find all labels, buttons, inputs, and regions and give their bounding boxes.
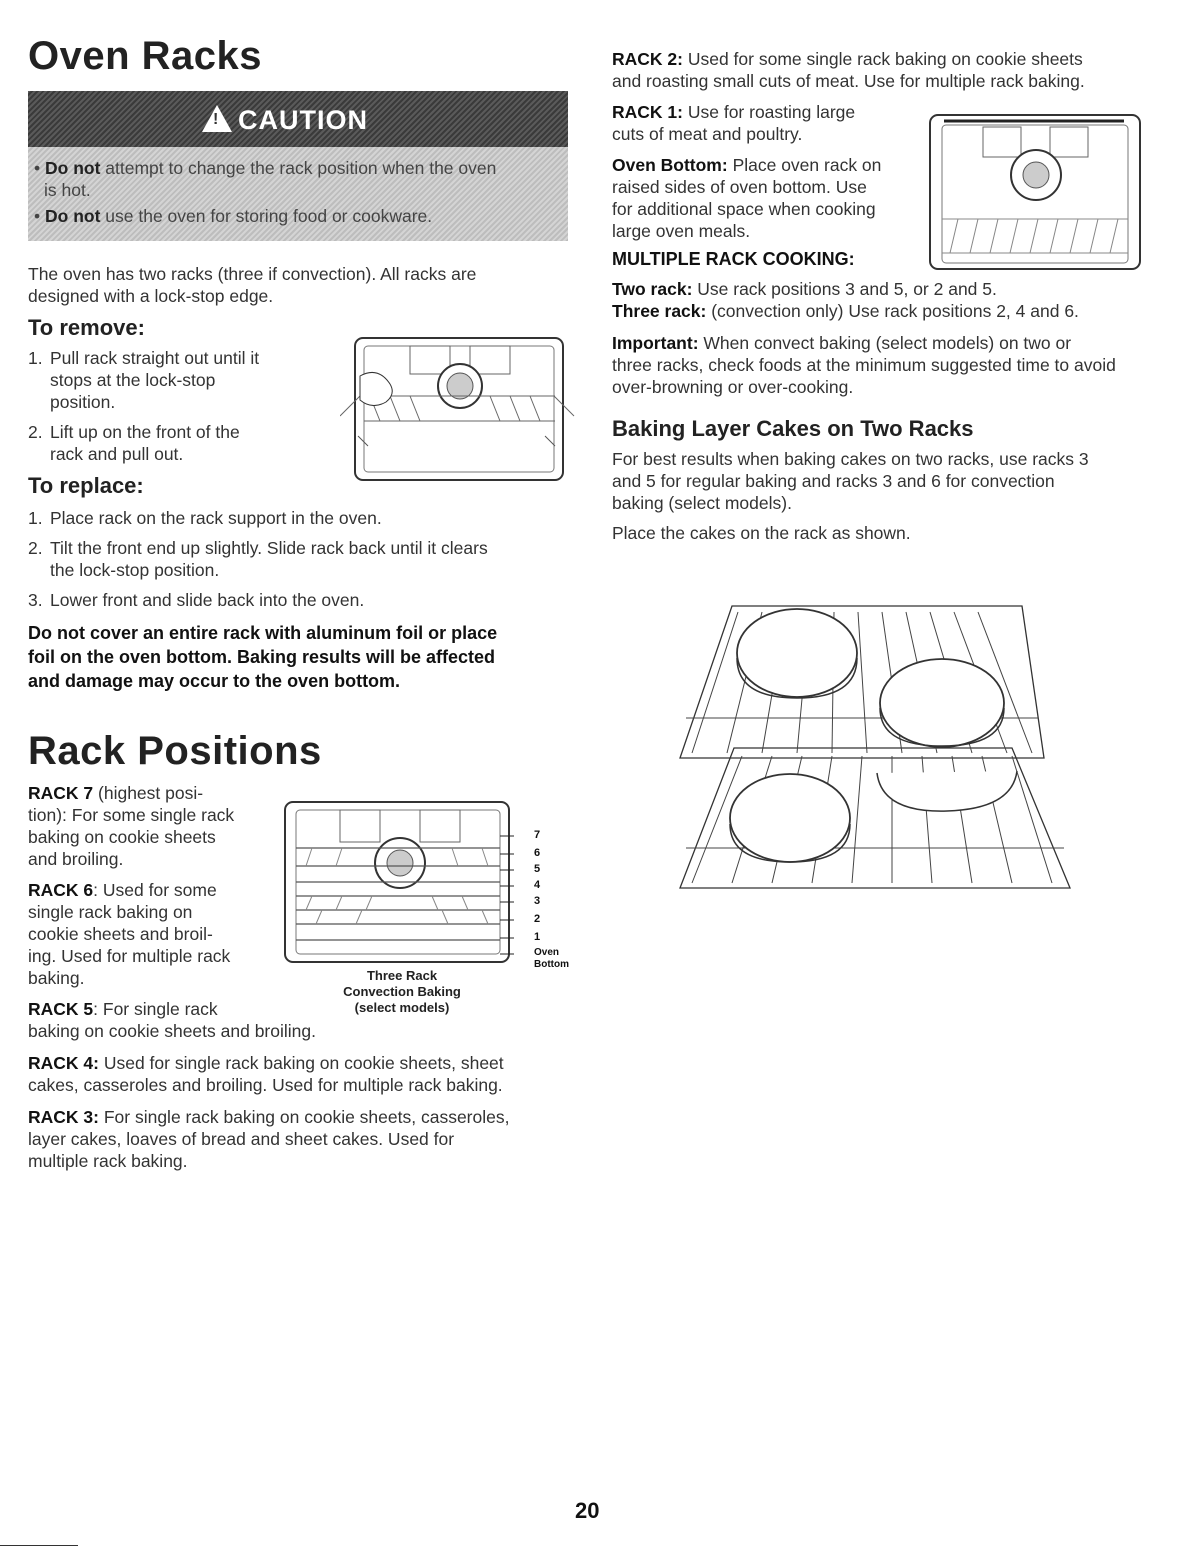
cakes-on-racks-illustration [672, 598, 1074, 899]
replace-steps [28, 507, 573, 611]
rack-7-6-text: RACK 7 (highest posi- tion): For some single rack baking on cookie sheets and broiling. RACK 6: Used for some single rack baking on cookie sheets and broil- ing. Used for multiple rack baking. RACK 5: For single rack [28, 783, 235, 1019]
remove-steps [28, 347, 328, 465]
rack-5-4-3-text: baking on cookie sheets and broiling. RACK 4: Used for single rack baking on cookie sheets, sheet cakes, casseroles and broiling. Used for multiple rack baking. RACK 3: For single rack baking on cookie sheets, casseroles, layer cakes, loaves of bread and sheet cakes. Used for multiple rack baking. [28, 1021, 510, 1171]
cakes-paragraph: For best results when baking cakes on two racks, use racks 3 and 5 for regular baking and racks 3 and 6 for convection baking (select models). [612, 449, 1089, 513]
multiple-rack-heading: MULTIPLE RACK COOKING: [612, 249, 855, 269]
position-label: 3 [534, 895, 541, 907]
caution-header [28, 91, 568, 147]
position-label: 4 [534, 879, 541, 891]
list-item: 3. Lower front and slide back into the oven. [28, 590, 365, 610]
foil-warning: Do not cover an entire rack with aluminum foil or place foil on the oven bottom. Baking results will be affected and damage may occur to the oven bottom. [28, 623, 498, 691]
position-label: Bottom [534, 959, 569, 970]
to-remove-heading: To remove: [28, 315, 145, 340]
to-replace-heading: To replace: [28, 473, 144, 498]
page-number: 20 [575, 1498, 600, 1523]
right-column: RACK 2: Used for some single rack baking on cookie sheets and roasting small cuts of meat. Use for multiple rack baking. RACK 1: Use for roasting large cuts of meat and poultry. Oven Bottom: Place oven rack on raised sides of oven bottom. Use for additional space when cooking large oven meals. MULTIPLE RACK COOKING: Two rack: Use rack positions 3 and 5, or 2 and 5. Three rack: (convection only) Use rack positions 2, 4 and 6. Important: When convect baking (select models) on two or three racks, check foods at the minimum suggested time to avoid over-browning or over-cooking. Baking Layer Cakes on Two Racks For best results when baking cakes on two racks, use racks 3 and 5 for regular baking and racks 3 and 6 for convection baking (select models). Place the cakes on the rack as shown. [612, 48, 1142, 544]
position-label: 7 [534, 829, 541, 841]
oven-racks-title: Oven Racks [28, 34, 263, 78]
list-item: 1. Pull rack straight out until it stops at the lock-stop position. [28, 348, 260, 412]
rack1-oven-bottom-text: RACK 1: Use for roasting large cuts of meat and poultry. Oven Bottom: Place oven rack on raised sides of oven bottom. Use for additional space when cooking large oven meals. [612, 102, 882, 241]
position-label: 5 [534, 863, 541, 875]
remove-rack-illustration [340, 336, 575, 489]
list-item: 2. Lift up on the front of the rack and pull out. [28, 422, 240, 464]
cakes-heading: Baking Layer Cakes on Two Racks [612, 416, 974, 441]
intro-paragraph: The oven has two racks (three if convection). All racks are designed with a lock-stop edge. [28, 264, 477, 306]
diagram-caption: Three Rack Convection Baking (select models) [343, 968, 461, 1015]
list-item: 1. Place rack on the rack support in the oven. [28, 508, 382, 528]
position-label: 1 [534, 931, 541, 943]
rack-positions-title: Rack Positions [28, 729, 322, 773]
place-cakes-text: Place the cakes on the rack as shown. [612, 523, 911, 543]
important-note: Important: When convect baking (select models) on two or three racks, check foods at the minimum suggested time to avoid over-browning or over-cooking. [612, 333, 1116, 397]
oven-bottom-illustration [928, 113, 1142, 276]
caution-box [28, 91, 568, 241]
divider [0, 1545, 78, 1546]
caution-item: • Do not use the oven for storing food or cookware. [34, 206, 433, 226]
caution-item: • Do not attempt to change the rack position when the oven is hot. [34, 158, 497, 200]
position-label: Oven [534, 947, 560, 958]
list-item: 2. Tilt the front end up slightly. Slide rack back until it clears the lock-stop position. [28, 538, 488, 580]
position-label: 6 [534, 847, 541, 859]
caution-title: CAUTION [238, 105, 368, 135]
rack-positions-illustration [282, 800, 582, 1025]
position-label: 2 [534, 913, 541, 925]
warning-triangle-icon: ! [202, 105, 232, 132]
